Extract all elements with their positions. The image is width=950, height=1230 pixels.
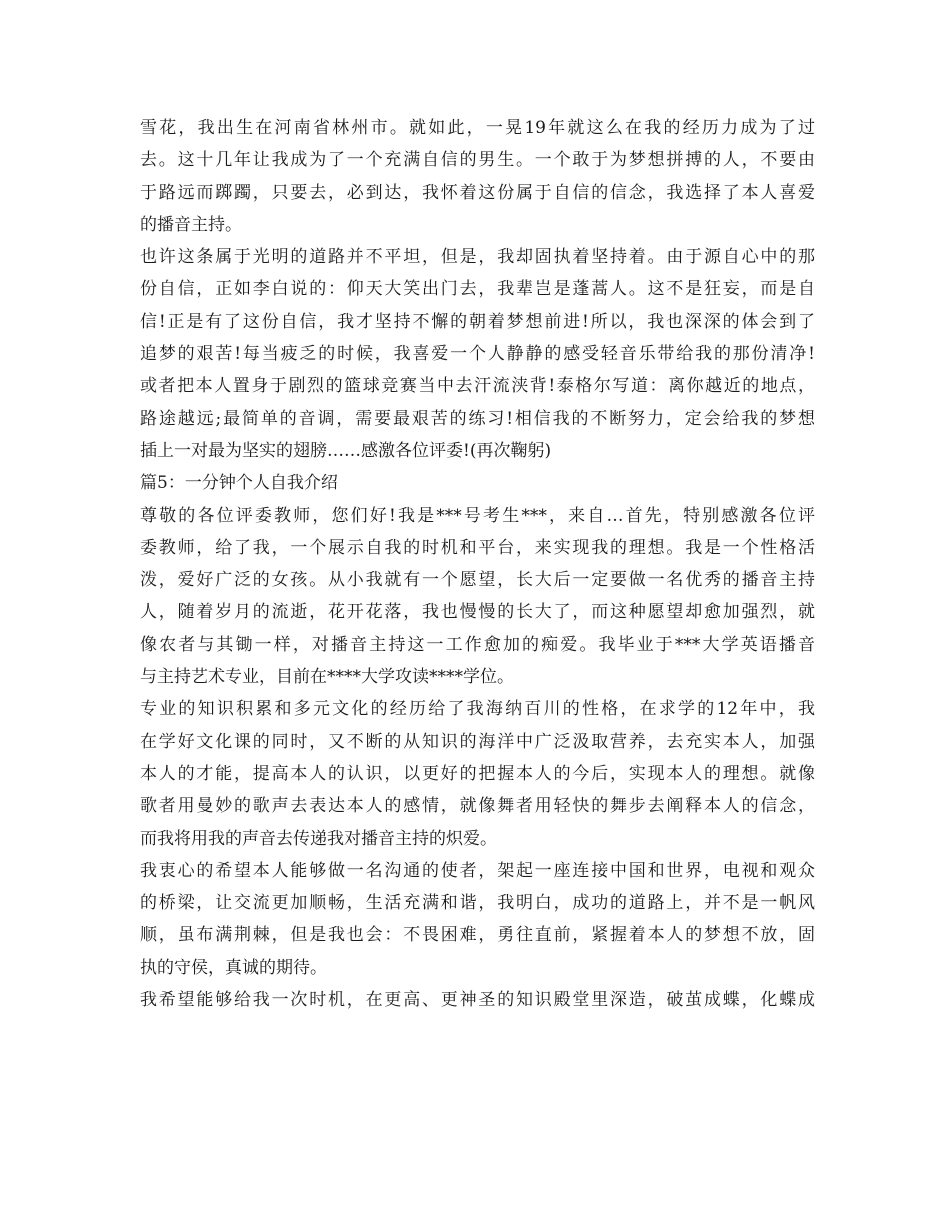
- text-line: 泼，爱好广泛的女孩。从小我就有一个愿望，长大后一定要做一名优秀的播音主持: [140, 570, 815, 591]
- text-line: 份自信，正如李白说的：仰天大笑出门去，我辈岂是蓬蒿人。这不是狂妄，而是自: [140, 279, 815, 300]
- text-line: 像农者与其锄一样，对播音主持这一工作愈加的痴爱。我毕业于***大学英语播音: [140, 634, 815, 655]
- text-line: 在学好文化课的同时，又不断的从知识的海洋中广泛汲取营养，去充实本人，加强: [140, 731, 815, 752]
- text-line: 的桥梁，让交流更加顺畅，生活充满和谐，我明白，成功的道路上，并不是一帆风: [140, 893, 815, 914]
- text-line: 尊敬的各位评委教师，您们好!我是***号考生***，来自…首先，特别感激各位评: [140, 505, 815, 526]
- text-line: 雪花，我出生在河南省林州市。就如此，一晃19年就这么在我的经历力成为了过: [140, 118, 815, 138]
- text-line: 歌者用曼妙的歌声去表达本人的感情，就像舞者用轻快的舞步去阐释本人的信念，: [140, 796, 815, 817]
- text-line: 人，随着岁月的流逝，花开花落，我也慢慢的长大了，而这种愿望却愈加强烈，就: [140, 602, 815, 623]
- text-line: 信!正是有了这份自信，我才坚持不懈的朝着梦想前进!所以，我也深深的体会到了: [140, 311, 815, 332]
- document-body: [140, 112, 815, 1016]
- section-heading: 篇5：一分钟个人自我介绍: [140, 473, 338, 494]
- text-line: 于路远而踯躅，只要去，必到达，我怀着这份属于自信的信念，我选择了本人喜爱: [140, 182, 815, 203]
- text-line: 与主持艺术专业，目前在****大学攻读****学位。: [140, 667, 514, 688]
- text-line: 而我将用我的声音去传递我对播音主持的炽爱。: [140, 828, 497, 849]
- text-line: 路途越远;最简单的音调，需要最艰苦的练习!相信我的不断努力，定会给我的梦想: [140, 408, 815, 429]
- text-line: 去。这十几年让我成为了一个充满自信的男生。一个敢于为梦想拼搏的人，不要由: [140, 150, 815, 171]
- text-line: 也许这条属于光明的道路并不平坦，但是，我却固执着坚持着。由于源自心中的那: [140, 247, 815, 268]
- text-line: 专业的知识积累和多元文化的经历给了我海纳百川的性格，在求学的12年中，我: [140, 699, 815, 720]
- text-line: 或者把本人置身于剧烈的篮球竞赛当中去汗流浃背!泰格尔写道：离你越近的地点，: [140, 376, 815, 397]
- text-line: 追梦的艰苦!每当疲乏的时候，我喜爱一个人静静的感受轻音乐带给我的那份清净!: [140, 344, 815, 365]
- text-line: 本人的才能，提高本人的认识，以更好的把握本人的今后，实现本人的理想。就像: [140, 763, 815, 784]
- text-line: 委教师，给了我，一个展示自我的时机和平台，来实现我的理想。我是一个性格活: [140, 537, 815, 558]
- text-line: 的播音主持。: [140, 214, 242, 235]
- text-line: 执的守侯，真诚的期待。: [140, 957, 327, 978]
- text-line: 顺，虽布满荆棘，但是我也会：不畏困难，勇往直前，紧握着本人的梦想不放，固: [140, 925, 815, 946]
- text-line: 插上一对最为坚实的翅膀……感激各位评委!(再次鞠躬): [140, 440, 552, 461]
- text-line: 我衷心的希望本人能够做一名沟通的使者，架起一座连接中国和世界，电视和观众: [140, 860, 815, 881]
- text-line: 我希望能够给我一次时机，在更高、更神圣的知识殿堂里深造，破茧成蝶，化蝶成: [140, 990, 815, 1011]
